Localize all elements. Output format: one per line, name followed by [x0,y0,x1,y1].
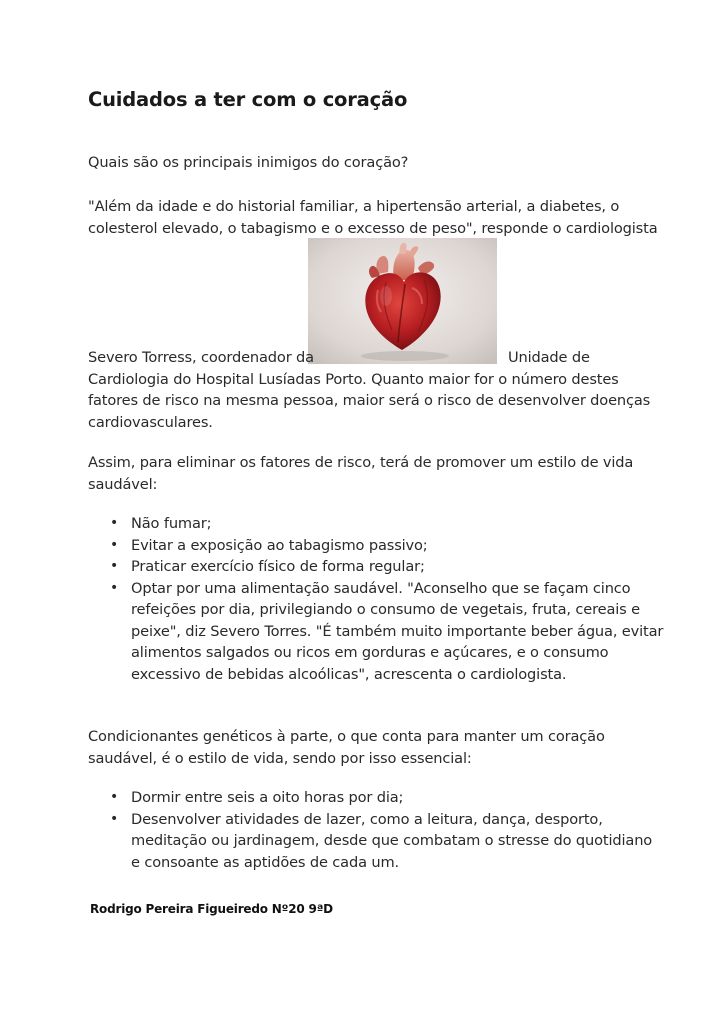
list-item-text: peixe", diz Severo Torres. "É também muito importante beber água, evitar [131,622,664,640]
list-item [110,809,653,874]
bullet-icon: • [110,515,119,531]
list-item-text: e consoante as aptidões de cada um. [131,853,400,871]
assim-paragraph [88,452,640,495]
list-item-text: Desenvolver atividades de lazer, como a leitura, dança, desporto, [131,810,603,828]
list-item-text: excessivo de bebidas alcoólicas", acrescenta o cardiologista. [131,665,567,683]
list-item [110,787,650,809]
list-item [110,513,650,535]
list-item-text: Não fumar; [131,515,212,532]
text-line [88,347,640,369]
list-item-text: Evitar a exposição ao tabagismo passivo; [131,536,428,554]
list-item-text: alimentos salgados ou ricos em gorduras e açúcares, e o consumo [131,644,609,661]
text-line: Condicionantes genéticos à parte, o que conta para manter um coração [88,728,605,745]
list-item [110,556,650,578]
text-line: saudável, é o estilo de vida, sendo por isso essencial: [88,749,472,767]
list-item-text: refeições por dia, privilegiando o consumo de vegetais, fruta, cereais e [131,601,640,618]
bullet-icon: • [110,810,119,827]
text-after-image: Unidade de [507,349,590,366]
risk-factor-list [110,513,664,685]
text-before-image: Severo Torress, coordenador da [88,349,314,366]
bullet-icon: • [110,789,119,805]
conditions-paragraph [88,726,640,769]
text-line: cardiovasculares. [88,413,213,431]
page-title: Cuidados a ter com o coração [88,88,408,111]
author-signature: Rodrigo Pereira Figueiredo Nº20 9ªD [90,902,333,916]
quote-line: colesterol elevado, o tabagismo e o excesso de peso", responde o cardiologista [88,219,658,237]
list-item-text: meditação ou jardinagem, desde que combatam o stresse do quotidiano [131,832,653,849]
text-around-image [88,347,651,433]
quote-paragraph [88,196,658,239]
list-item-text: Dormir entre seis a oito horas por dia; [131,789,404,806]
bullet-icon: • [110,558,119,574]
list-item-text: Praticar exercício físico de forma regular; [131,558,425,575]
bullet-icon: • [110,536,119,553]
list-item [110,578,664,686]
question-paragraph: Quais são os principais inimigos do coração? [88,154,409,171]
text-line: Assim, para eliminar os fatores de risco, terá de promover um estilo de vida [88,454,634,471]
quote-line: "Além da idade e do historial familiar, a hipertensão arterial, a diabetes, o [88,198,620,215]
bullet-icon: • [110,579,119,596]
text-line: saudável: [88,475,158,493]
habits-list [110,787,653,873]
heart-image [308,238,497,364]
list-item [110,535,650,557]
text-line: Cardiologia do Hospital Lusíadas Porto. Quanto maior for o número destes [88,370,619,388]
list-item-text: Optar por uma alimentação saudável. "Aconselho que se façam cinco [131,579,631,597]
text-line: fatores de risco na mesma pessoa, maior será o risco de desenvolver doenças [88,392,651,409]
